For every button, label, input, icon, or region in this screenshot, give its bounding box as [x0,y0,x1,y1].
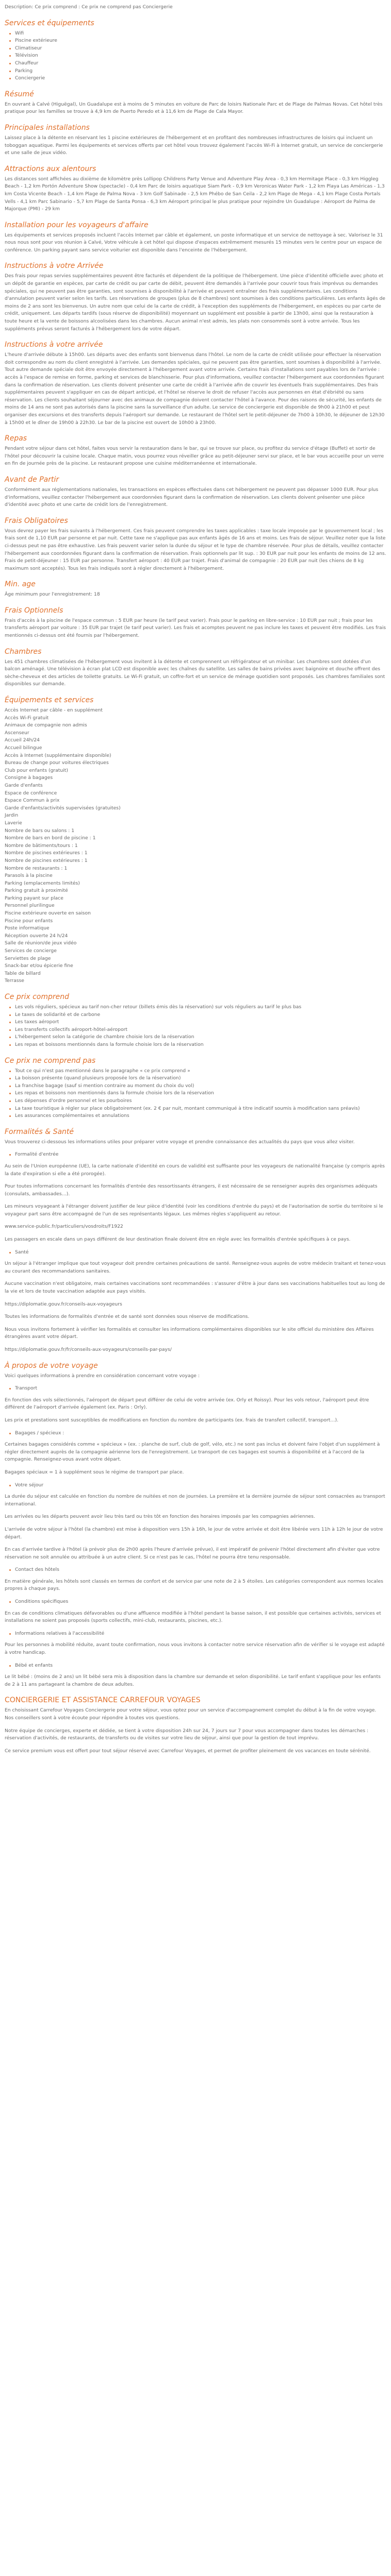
list-item: La franchise bagage (sauf si mention contraire au moment du choix du vol) [15,1082,386,1090]
list-item: Table de billard [5,970,41,976]
list-item: La boisson présente (quand plusieurs proposée lors de la réservation) [15,1075,386,1082]
min-age-text: Âge minimum pour l'enregistrement: 18 [5,591,100,598]
services-list [5,30,386,82]
list-item: Ascenseur [5,730,29,736]
instructions-arrival-text: Des frais pour repas servies supplémentaires peuvent être facturés et dépendent de la politique de l'hébergement. Une pièce d'identité officielle avec photo et un dépôt de garantie en espèces, par carte de crédit ou par carte de débit, peuvent être demandés à l'arrivée pour couvrir tous frais imprévus ou demandes spéciales, qui ne peuvent pas être garanties, sont soumises à disponibilité à l'arrivée et peuvent entraîner des frais supplémentaires. Les conditions d'annulation peuvent varier selon les tarifs. Les réservations de groupes (plus de 8 chambres) sont soumises à des conditions particulières. Les enfants âgés de moins de 2 ans sont les bienvenus. Un autre nom que celui de la carte de crédit, à l'exception des suppléments de l'hébergement, en espèces ou par carte de crédit, uniquement. Les départs tardifs (sous réserve de disponibilité) moyennant un supplément est possible à partir de 13h00, ainsi que la restauration à toute heure et la vente de boissons alcoolisées dans les chambres. Aucun animal n'est admis, les plats non consommés sont à votre arrivée. Tous les suppléments prévus seront facturés à l'hébergement lors de votre départ. [5,273,385,332]
formalites-text: Toutes les informations de formalités d'entrée et de santé sont données sous réserve de modifications. [5,1314,250,1320]
list-item: Parking [15,67,386,75]
list-item: Nombre de bâtiments/tours : 1 [5,842,78,849]
list-item: Terrasse [5,978,24,984]
apropos-text: Bagages spéciaux = 1 à supplément sous le régime de transport par place. [5,1469,184,1475]
list-item: Poste informatique [5,925,50,931]
formalites-text: Pour toutes informations concernant les formalités d'entrée des ressortissants étrangers, il est nécessaire de se renseigner auprès des organismes adéquats (consulats, ambassades…). [5,1183,378,1197]
list-item: Nombre de bars en bord de piscine : 1 [5,835,96,841]
section-title-instructions-arrival: Instructions à votre Arrivée [5,262,104,270]
apropos-text: Certaines bagages considérés comme « spécieux » (ex. : planche de surf, club de golf, vélo, etc.) ne sont pas inclus et doivent faire l'objet d'un supplément à régler directement auprès de la compagnie aérienne lors de l'enregistrement. Le transport de ces bagages est soumis à disponibilité et à l'accord de la compagnie. Renseignez-vous avant votre départ. [5,1442,380,1463]
apropos-text: L'arrivée de votre séjour à l'hôtel (la chambre) est mise à disposition vers 15h à 16h, le jour de votre arrivée et doit être libérée vers 11h à 12h le jour de votre départ. [5,1526,383,1540]
list-item: Santé [15,1249,386,1257]
conciergerie-text: Notre équipe de concierges, experte et dédiée, se tient à votre disposition 24h sur 24, 7 jours sur 7 pour vous accompagner dans toutes les démarches : réservation d'activités, de restaurants, de transferts ou de visites sur votre lieu de séjour, ainsi que pour la gestion de tout imprévu. [5,1727,369,1741]
apropos-text: En fonction des vols sélectionnés, l'aéroport de départ peut différer de celui de votre arrivée (ex. Orly et Roissy). Pour les vols retour, l'aéroport peut être différent de l'aéroport d'arrivée également (ex. Paris : Orly). [5,1397,369,1411]
list-item: Bébé et enfants [15,1662,386,1670]
list-item: Votre séjour [15,1482,386,1489]
equipements-list [5,707,386,985]
formalites-link[interactable]: https://diplomatie.gouv.fr/fr/conseils-aux-voyageurs/conseils-par-pays/ [5,1347,172,1352]
formalites-entry-label-list [5,1151,386,1159]
frais-obligatoires-text: Vous devrez payer les frais suivants à l'hébergement. Ces frais peuvent comprendre les taxes applicables : taxe locale imposée par le gouvernement local ; les frais sont de 1,10 EUR par personne et par nuit. Cette taxe ne s'applique pas aux enfants âgés de 16 ans et moins. Les frais de séjour. Veuillez noter que la liste ci-dessus peut ne pas être exhaustive. Les frais peuvent varier selon la durée du séjour et le type de chambre réservée. Pour plus de détails, veuillez contacter l'hébergement aux coordonnées figurant dans la confirmation de réservation. Frais optionnels par lit sup. : 30 EUR par nuit pour les enfants de moins de 12 ans. Frais de petit-déjeuner : 15 EUR par personne. Transfert aéroport : 40 EUR par trajet. Frais d'animal de compagnie : 20 EUR par nuit (les chiens de 8 kg maximum sont acceptés). Tous les frais indiqués sont à régler directement à l'hébergement. [5,528,386,571]
apropos-text: En matière générale, les hôtels sont classés en termes de confort et de service par une note de 2 à 5 étoiles. Les catégories correspondent aux normes locales propres à chaque pays. [5,1578,383,1592]
apropos-label-list [5,1385,386,1393]
formalites-text: Les passagers en escale dans un pays différent de leur destination finale doivent être en règle avec les formalités d'entrée spécifiques à ce pays. [5,1236,351,1243]
conciergerie-text: Ce service premium vous est offert pour tout séjour réservé avec Carrefour Voyages, et permet de profiter pleinement de vos vacances en toute sérénité. [5,1748,371,1754]
repas-text: Pendant votre séjour dans cet hôtel, faites vous servir la restauration dans le bar, qui se trouve sur place, ou profitez du service d'étage (Buffet) et sortir de l'hôtel pour découvrir la cuisine locale. Chaque matin, vous pourrez vous réveiller grâce au petit-déjeuner servi sur place, et le bar vous accueille pour un verre en fin de journée près de la piscine. Le restaurant propose une cuisine méditerranéenne et internationale. [5,446,384,467]
list-item: Animaux de compagnie non admis [5,722,87,728]
list-item: Piscine extérieure [15,37,386,45]
list-item: Accès Wi-Fi gratuit [5,715,49,721]
section-title-attractions: Attractions aux alentours [5,164,96,173]
list-item: Espace Commun à prix [5,798,60,804]
avant-partir-text: Conformément aux réglementations nationales, les transactions en espèces effectuées dans cet hébergement ne peuvent pas dépasser 1000 EUR. Pour plus d'informations, veuillez contacter l'hébergement aux coordonnées figurant dans la confirmation de réservation. Les clients doivent présenter une pièce d'identité avec photo et une carte de crédit lors de l'enregistrement. [5,486,379,508]
formalites-text: Un séjour à l'étranger implique que tout voyageur doit prendre certaines précautions de santé. Renseignez-vous auprès de votre médecin traitant et tenez-vous au courant des recommandations sanitaires. [5,1261,386,1274]
section-title-resume: Résumé [5,90,34,98]
list-item: Club pour enfants (gratuit) [5,767,68,773]
apropos-text: La durée du séjour est calculée en fonction du nombre de nuitées et non de journées. La première et la dernière journée de séjour sont consacrées au transport international. [5,1494,385,1507]
section-title-business: Installation pour les voyageurs d'affaire [5,221,149,229]
business-text: Les équipements et services proposés incluent l'accès Internet par câble et également, un poste informatique et un service de nettoyage à sec. Valorisez le 31 nous nous sont pour vos réunion à Calvé, Votre véhicule à cet hôtel qui dispose d'espaces extrêmement mesurés 15 minutes vers le centre pour un espace de conférence. Un parking payant sans service voiturier est disponible dans l'enceinte de l'hébergement. [5,232,383,253]
list-item: Nombre de piscines extérieures : 1 [5,857,88,863]
list-item: Personnel plurilingue [5,903,55,909]
section-title-chambres: Chambres [5,647,42,656]
list-item: Conciergerie [15,75,386,82]
apropos-label-list [5,1566,386,1574]
list-item: Jardin [5,812,19,819]
list-item: Espace de conférence [5,790,57,796]
intro-text: Description: Ce prix comprend : Ce prix ne comprend pas Conciergerie [5,4,173,10]
list-item: Télévision [15,52,386,60]
section-title-apropos: À propos de votre voyage [5,1361,98,1370]
list-item: Serviettes de plage [5,955,51,961]
formalites-text: Les mineurs voyageant à l'étranger doivent justifier de leur pièce d'identité (voir les conditions d'entrée du pays) et de l'autorisation de sortie du territoire si le voyageur part sans être accompagné de l'un de ses représentants légaux. Les mêmes règles s'appliquent au retour. [5,1204,383,1217]
non-compris-list [5,1067,386,1120]
list-item: Les repas et boissons mentionnés dans la formule choisie lors de la réservation [15,1041,386,1049]
list-item: Contact des hôtels [15,1566,386,1574]
resume-text: En ouvrant à Calvé (Higuëgal), Un Guadalupe est à moins de 5 minutes en voiture de Parc de loisirs Nationale Parc et de Plage de Palmas Novas. Cet hôtel très pratique pour les familles se trouve à 4,9 km de Puerto Peredo et à 11,6 km de Plage de Cala Mayor. [5,101,383,115]
apropos-label-list [5,1662,386,1670]
list-item: Garde d'enfants [5,782,43,788]
section-title-conciergerie: CONCIERGERIE ET ASSISTANCE CARREFOUR VOYAGES [5,1696,201,1705]
formalites-intro: Vous trouverez ci-dessous les informations utiles pour préparer votre voyage et prendre connaissance des actualités du pays que vous allez visiter. [5,1139,355,1145]
list-item: Accès à Internet (supplémentaire disponible) [5,752,111,758]
list-item: Parking (emplacements limités) [5,880,80,886]
formalites-link[interactable]: www.service-public.fr/particuliers/vosdroits/F1922 [5,1224,123,1230]
apropos-label-list [5,1598,386,1606]
formalites-health-label-list [5,1249,386,1257]
formalites-text: Au sein de l'Union européenne (UE), la carte nationale d'identité en cours de validité est suffisante pour les voyageurs de nationalité française (y compris après la date d'expiration si elle a été prorogée). [5,1163,385,1177]
list-item: Les repas et boissons non mentionnés dans la formule choisie lors de la réservation [15,1090,386,1097]
list-item: Garde d'enfants/activités supervisées (gratuites) [5,805,121,811]
list-item: Formalité d'entrée [15,1151,386,1159]
list-item: Tout ce qui n'est pas mentionné dans le paragraphe « ce prix comprend » [15,1067,386,1075]
instructions-arrival-2-text: L'heure d'arrivée débute à 15h00. Les départs avec des enfants sont bienvenus dans l'hôtel. Le nom de la carte de crédit utilisée pour effectuer la réservation doit correspondre au nom du client enregistré à l'arrivée. Les demandes spéciales, qui ne peuvent pas être garanties, sont soumises à disponibilité à l'arrivée. Tout autre demande spéciale doit être envoyée directement à l'hébergement avant votre arrivée. Certains frais d'installations sont payables lors de l'arrivée : accès à l'espace de remise en forme, parking et services de blanchisserie. Pour plus d'informations, veuillez contacter l'hébergement aux coordonnées figurant dans la confirmation de réservation. Les clients doivent présenter une carte de crédit à l'arrivée afin de couvrir les éventuels frais supplémentaires. Des frais supplémentaires peuvent s'appliquer en cas de départ anticipé, et l'hôtel se réserve le droit de refuser l'accès aux personnes en état d'ébriété ou sans réservation. Les clients souhaitant séjourner avec des animaux de compagnie doivent contacter l'hôtel à l'avance. Pour des raisons de sécurité, les enfants de moins de 14 ans ne sont pas autorisés dans la piscine sans la surveillance d'un adulte. Le service de conciergerie est disponible de 9h00 à 21h00 et peut organiser des excursions et des transferts depuis l'aéroport sur demande. Le restaurant de l'hôtel sert le petit-déjeuner de 7h00 à 10h30, le déjeuner de 12h30 à 15h00 et le dîner de 19h00 à 22h30. Le bar de la piscine est ouvert de 10h00 à 23h00. [5,352,385,426]
apropos-label-list [5,1630,386,1638]
apropos-text: Les prix et prestations sont susceptibles de modifications en fonction du nombre de participants (ex. frais de transfert collectif, transport…). [5,1417,339,1423]
section-title-min-age: Min. age [5,580,36,589]
list-item: Bureau de change pour voitures électriques [5,760,109,766]
list-item: Transport [15,1385,386,1393]
frais-optionnels-text: Frais d'accès à la piscine de l'espace commun : 5 EUR par heure (le tarif peut varier). Frais pour le parking en libre-service : 10 EUR par nuit ; frais pour les transferts aéroport par voiture : 35 EUR par trajet (le tarif peut varier). Les frais et acomptes peuvent ne pas inclure les taxes et peuvent être modifiés. Les frais mentionnés ci-dessus ont été fournis par l'hébergement. [5,617,386,639]
list-item: Les transferts collectifs aéroport-hôtel-aéroport [15,1026,386,1034]
apropos-text: En cas d'arrivée tardive à l'hôtel (à prévoir plus de 2h00 après l'heure d'arrivée prévue), il est impératif de prévenir l'hôtel directement afin d'éviter que votre réservation ne soit annulée ou attribuée à un autre client. Si ce n'est pas le cas, l'hôtel ne pourra être tenu responsable. [5,1547,380,1560]
apropos-text: Le lit bébé : (moins de 2 ans) un lit bébé sera mis à disposition dans la chambre sur demande et selon disponibilité. Le tarif enfant s'applique pour les enfants de 2 à 11 ans partageant la chambre de deux adultes. [5,1674,381,1687]
list-item: Informations relatives à l'accessibilité [15,1630,386,1638]
apropos-text: En cas de conditions climatiques défavorables ou d'une affluence modifiée à l'hôtel pendant la basse saison, il est possible que certaines activités, services et installations ne soient pas proposés (sports collectifs, mini-club, restaurants, piscines, etc.). [5,1610,381,1624]
list-item: Parking payant sur place [5,895,63,901]
list-item: Réception ouverte 24 h/24 [5,933,68,939]
compris-list [5,1004,386,1049]
list-item: Conditions spécifiques [15,1598,386,1606]
attractions-text: Les distances sont affichées au dixième de kilomètre près Lollipop Childrens Party Venue and Adventure Play Area - 0,3 km Hermitage Place - 0,3 km Higgleg Beach - 1,2 km Portón Adventure Show (spectacle) - 0,4 km Parc de loisirs aquatique Siam Park - 0,9 km Veronicas Water Park - 1,2 km Playa Las Américas - 1,3 km Costa Vicente Beach - 1,4 km Plage de Palma Nova - 3 km Golf Sabinade - 2,5 km Phébo de San Ceila - 2,2 km Plage de Mega - 4,1 km Plage Costa Portals Vells - 4,1 km Parc Sabinario - 5,7 km Plage de Santa Ponsa - 6,3 km Aéroport principal le plus pratique pour rejoindre Un Guadalupe : Aéroport de Palma de Majorque (PMI) - 29 km [5,176,385,212]
list-item: Salle de réunion/de jeux vidéo [5,940,77,946]
list-item: Le taxes de solidarité et de carbone [15,1011,386,1019]
list-item: Accès Internet par câble - en supplément [5,707,103,714]
list-item: Les dépenses d'ordre personnel et les pourboires [15,1097,386,1105]
list-item: Chauffeur [15,60,386,67]
section-title-services: Services et équipements [5,19,94,27]
section-title-frais-obligatoires: Frais Obligatoires [5,516,68,525]
list-item: Nombre de restaurants : 1 [5,865,68,871]
list-item: Laverie [5,820,22,826]
section-title-repas: Repas [5,434,27,443]
chambres-text: Les 451 chambres climatisées de l'hébergement vous invitent à la détente et comprennent un réfrigérateur et un minibar. Les chambres sont dotées d'un balcon aménagé. Une télévision à écran plat LCD est disponible avec les chaînes du satellite. Les salles de bains privées avec baignoire et douche offrent des sèche-cheveux et des articles de toilette gratuits. Le Wi-Fi gratuit, un coffre-fort et un service de ménage quotidien sont proposés. Les chambres familiales sont disponibles sur demande. [5,658,385,687]
list-item: Accueil bilingue [5,745,42,751]
section-title-avant-partir: Avant de Partir [5,475,59,484]
section-title-frais-optionnels: Frais Optionnels [5,606,63,615]
apropos-label-list [5,1482,386,1489]
list-item: Parking gratuit à proximité [5,888,68,894]
section-title-equipements: Équipements et services [5,696,94,705]
apropos-label-list [5,1430,386,1437]
list-item: Parasols à la piscine [5,873,53,879]
list-item: Nombre de piscines extérieures : 1 [5,850,88,856]
section-title-installations: Principales installations [5,123,90,132]
apropos-text: Les arrivées ou les départs peuvent avoir lieu très tard ou très tôt en fonction des horaires imposés par les compagnies aériennes. [5,1514,315,1520]
list-item: Accueil 24h/24 [5,737,40,743]
list-item: Les assurances complémentaires et annulations [15,1112,386,1120]
formalites-text: Aucune vaccination n'est obligatoire, mais certaines vaccinations sont recommandées : s'assurer d'être à jour dans ses vaccinations habituelles tout au long de la vie et lors de toute vaccination adaptée aux pays visités. [5,1281,385,1295]
list-item: Wifi [15,30,386,38]
formalites-text: Nous vous invitons fortement à vérifier les formalités et consulter les informations complémentaires disponibles sur le site officiel du ministère des Affaires étrangères avant votre départ. [5,1326,374,1340]
list-item: La taxe touristique à régler sur place obligatoirement (ex. 2 € par nuit, montant communiqué à titre indicatif soumis à modification sans préavis) [15,1105,386,1113]
apropos-text: Pour les personnes à mobilité réduite, avant toute confirmation, nous vous invitons à contacter notre service réservation afin de vérifier si le voyage est adapté à votre handicap. [5,1642,385,1656]
section-title-instructions-arrival-2: Instructions à votre arrivée [5,341,103,349]
list-item: Bagages / spécieux : [15,1430,386,1437]
installations-text: Laissez place à la détente en réservant les 1 piscine extérieures de l'hébergement et en profitant des nombreuses infrastructures de loisirs qui incluent un toboggan aquatique. Parmi les équipements et services offerts par cet hôtel vous trouvez également l'accès Wi-Fi à Internet gratuit, un service de conciergerie et une salle de jeux vidéo. [5,134,383,156]
list-item: Consigne à bagages [5,775,53,781]
list-item: Les taxes aéroport [15,1019,386,1026]
list-item: Climatiseur [15,45,386,53]
list-item: Piscine extérieure ouverte en saison [5,910,91,917]
list-item: Snack-bar et/ou épicerie fine [5,963,73,969]
section-title-formalites: Formalités & Santé [5,1127,74,1136]
section-title-compris: Ce prix comprend [5,993,70,1001]
list-item: L'hébergement selon la catégorie de chambre choisie lors de la réservation [15,1033,386,1041]
list-item: Nombre de bars ou salons : 1 [5,827,75,834]
formalites-link[interactable]: https://diplomatie.gouv.fr/conseils-aux-voyageurs [5,1301,122,1307]
list-item: Piscine pour enfants [5,918,53,924]
list-item: Services de concierge [5,948,57,954]
section-title-non-compris: Ce prix ne comprend pas [5,1056,96,1065]
apropos-intro: Voici quelques informations à prendre en considération concernant votre voyage : [5,1372,200,1379]
conciergerie-text: En choisissant Carrefour Voyages Conciergerie pour votre séjour, vous optez pour un service d'accompagnement complet du début à la fin de votre voyage. Nos conseillers sont à votre écoute pour répondre à toutes vos questions. [5,1707,377,1721]
list-item: Les vols réguliers, spécieux au tarif non-cher retour (billets émis dès la réservation) sur vols réguliers au tarif le plus bas [15,1004,386,1011]
